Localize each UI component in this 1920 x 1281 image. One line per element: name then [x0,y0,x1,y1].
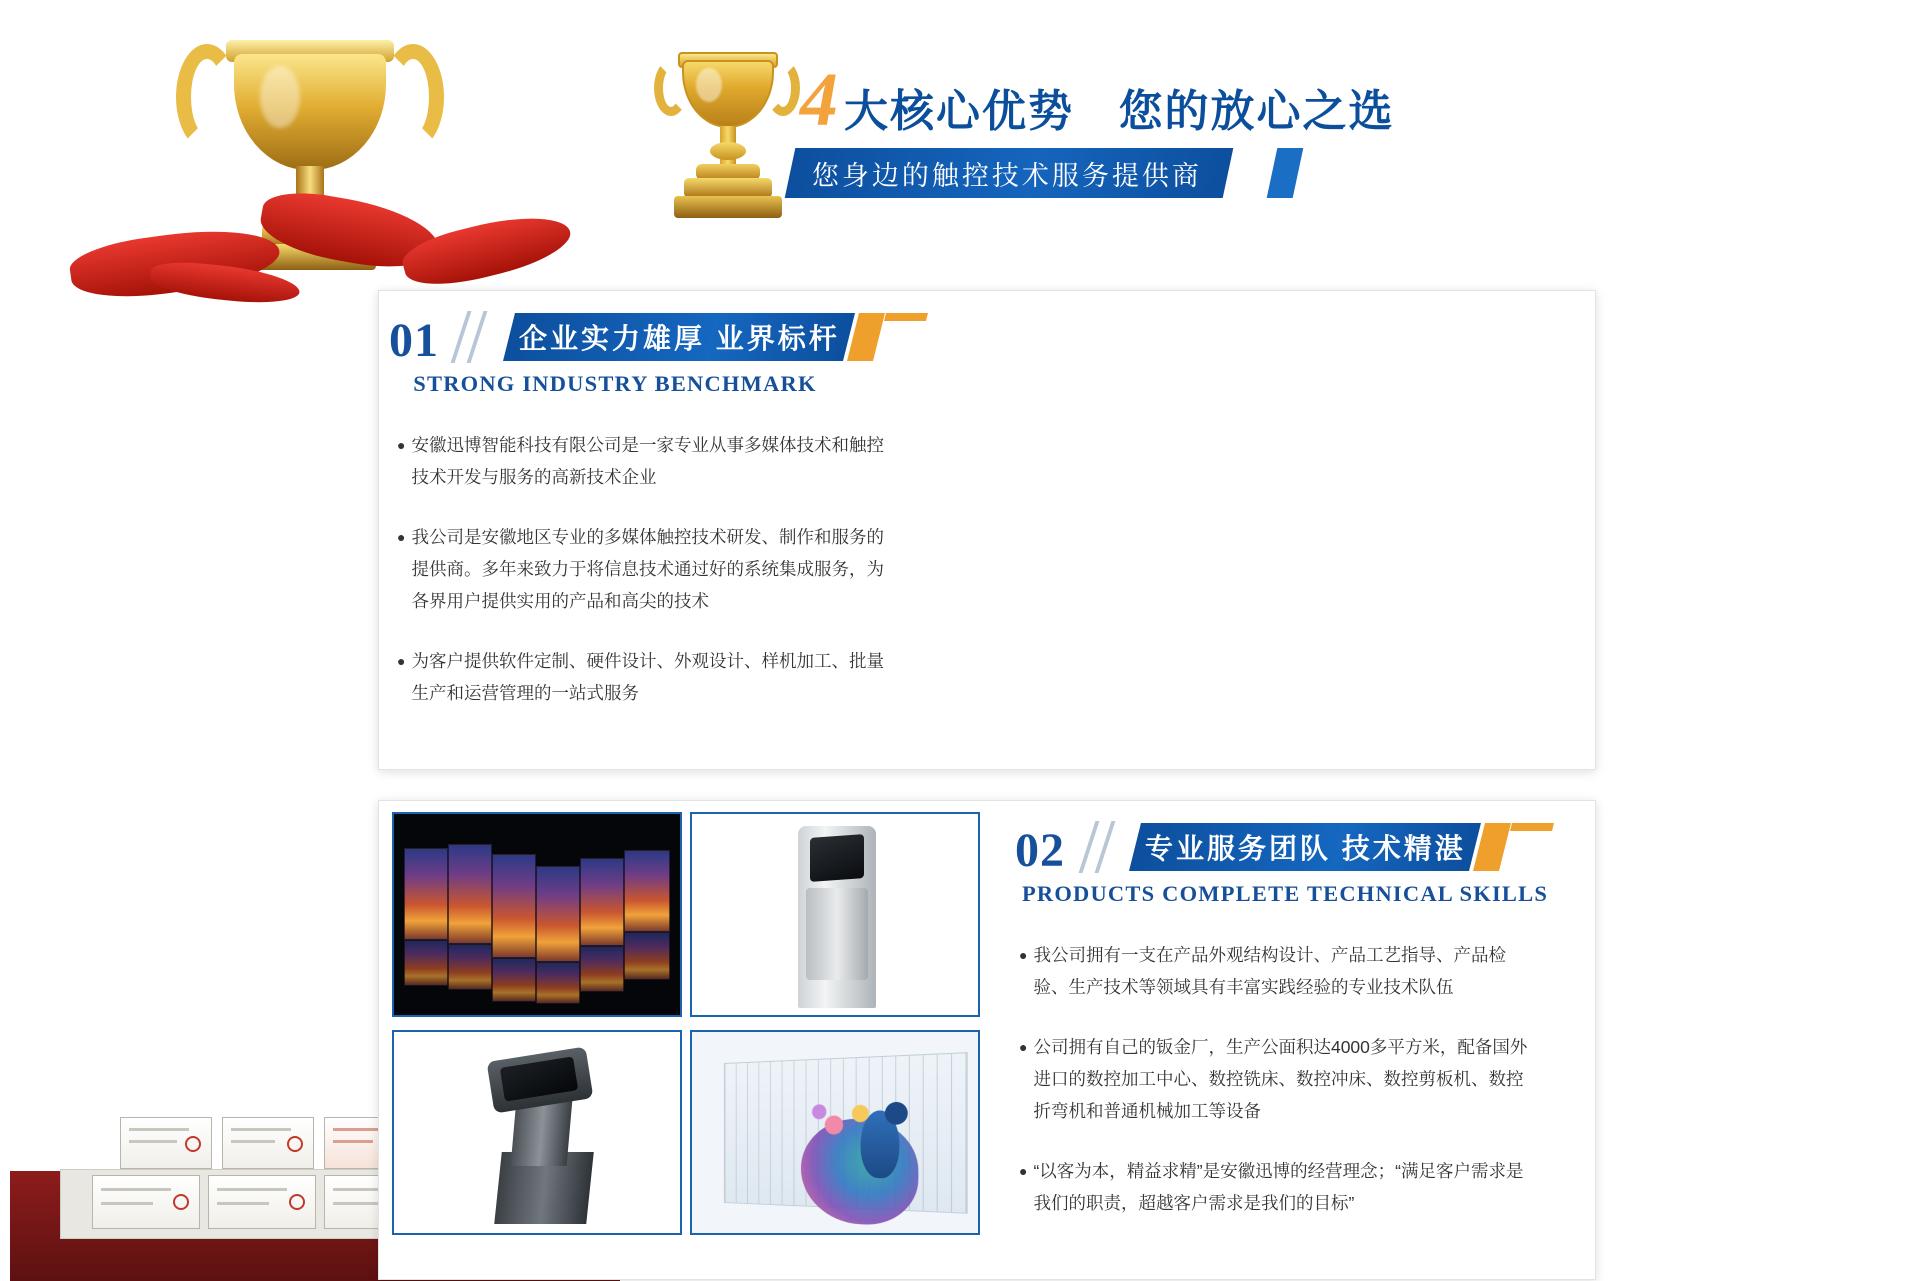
certificate [222,1117,314,1169]
header-subtitle-tail [1267,148,1304,198]
header-number: 4 [800,58,838,142]
section-number-01: 01 [389,314,439,367]
trophy-icon [648,30,808,215]
touch-kiosk-angled-photo [392,1030,682,1235]
bullet-text: 我公司拥有一支在产品外观结构设计、产品工艺指导、产品检验、生产技术等领域具有丰富实践经验的专业技术队伍 [1033,945,1506,997]
transparent-led-screen-photo [690,1030,980,1235]
section-banner-title-02: 专业服务团队 技术精湛 [1144,833,1466,864]
header-subtitle: 您身边的触控技术服务提供商 [812,160,1202,191]
bullet-text: 我公司是安徽地区专业的多媒体触控技术研发、制作和服务的提供商。多年来致力于将信息技术通过好的系统集成服务，为各界用户提供实用的产品和高尖的技术 [411,527,884,611]
section-bullets-02 [1019,939,1539,1247]
list-item [1019,1031,1539,1127]
bullet-text: “以客为本，精益求精”是安徽迅博的经营理念；“满足客户需求是我们的职责，超越客户需求是我们的目标” [1033,1161,1524,1213]
section-card-01 [378,290,1596,770]
list-item [397,521,885,617]
bullet-dot-icon: ● [1019,1163,1028,1179]
divider-slashes-02 [1083,821,1129,875]
divider-slashes-01 [455,311,501,365]
bullet-dot-icon: ● [1019,947,1028,963]
header-subtitle-bar [785,148,1234,198]
bullet-dot-icon: ● [1019,1039,1028,1055]
certificate [120,1117,212,1169]
list-item [1019,939,1539,1003]
section-number-02: 02 [1015,824,1065,877]
list-item [397,429,885,493]
section-banner-01 [503,313,855,361]
led-video-wall-photo [392,812,682,1017]
bullet-text: 安徽迅博智能科技有限公司是一家专业从事多媒体技术和触控技术开发与服务的高新技术企业 [411,435,884,487]
section-banner-title-01: 企业实力雄厚 业界标杆 [518,323,840,354]
section-banner-stripe-01 [884,313,928,321]
bullet-dot-icon: ● [397,437,406,453]
section-bullets-01 [397,429,885,737]
bullet-dot-icon: ● [397,529,406,545]
list-item [397,645,885,709]
section-banner-stripe-02 [1510,823,1554,831]
header-title-part1: 大核心优势 [844,87,1074,136]
header-title-part2: 您的放心之选 [1118,87,1395,136]
section-banner-en-02: PRODUCTS COMPLETE TECHNICAL SKILLS [1021,881,1549,906]
certificate [208,1175,316,1229]
section-banner-02 [1129,823,1481,871]
section-banner-en-01: STRONG INDUSTRY BENCHMARK [413,371,817,396]
list-item [1019,1155,1539,1219]
bullet-dot-icon: ● [397,653,406,669]
bullet-text: 公司拥有自己的钣金厂，生产公面积达4000多平方米，配备国外进口的数控加工中心、数控铣床、数控冲床、数控剪板机、数控折弯机和普通机械加工等设备 [1033,1037,1528,1121]
certificate [92,1175,200,1229]
touch-kiosk-upright-photo [690,812,980,1017]
page-title [800,58,1395,142]
red-ribbon-graphic [10,190,610,310]
bullet-text: 为客户提供软件定制、硬件设计、外观设计、样机加工、批量生产和运营管理的一站式服务 [411,651,884,703]
